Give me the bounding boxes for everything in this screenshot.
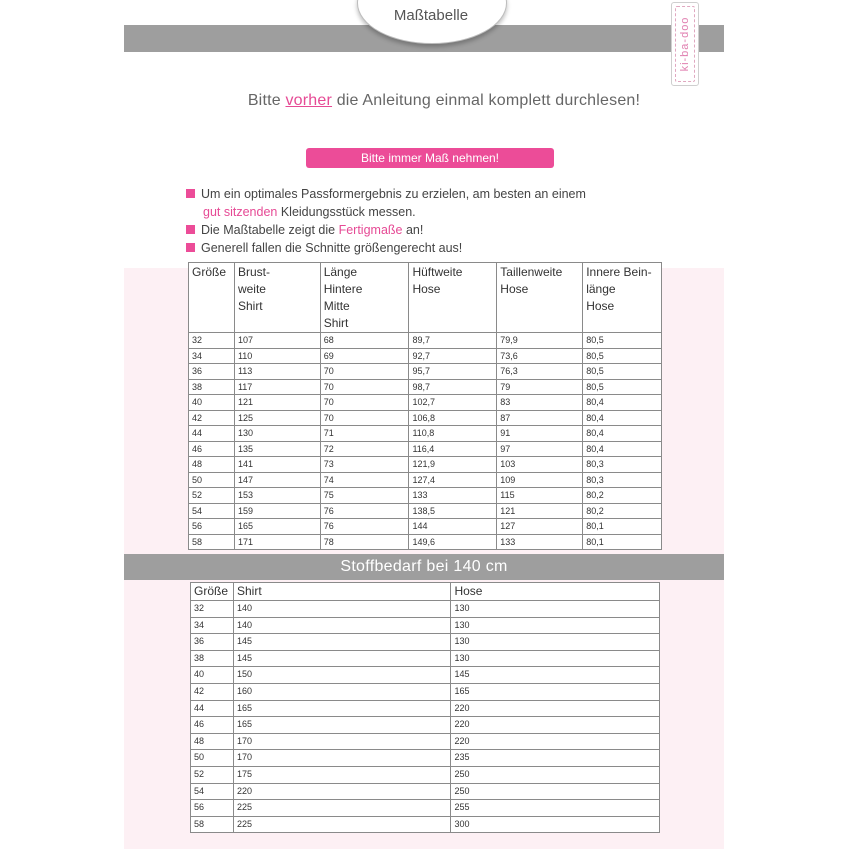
- table-row: [191, 617, 660, 634]
- table-row: [191, 683, 660, 700]
- fabric-requirement-table: [190, 582, 660, 833]
- table-cell: 50: [191, 750, 234, 767]
- table-cell: 78: [320, 534, 409, 550]
- table-cell: 98,7: [409, 379, 497, 395]
- table-cell: 135: [234, 441, 320, 457]
- table-row: [191, 700, 660, 717]
- table-cell: 113: [234, 364, 320, 380]
- tip-highlight: Fertigmaße: [338, 223, 403, 237]
- table-cell: 71: [320, 426, 409, 442]
- table-cell: 159: [234, 503, 320, 519]
- table-cell: 32: [189, 333, 235, 349]
- table-cell: 95,7: [409, 364, 497, 380]
- table-cell: 145: [451, 667, 660, 684]
- table-row: [191, 733, 660, 750]
- table-row: [191, 634, 660, 651]
- table-row: [189, 364, 662, 380]
- page-title: Maßtabelle: [393, 7, 469, 24]
- table-cell: 73,6: [497, 348, 583, 364]
- table-cell: 91: [497, 426, 583, 442]
- column-header: Hüftweite Hose: [409, 263, 497, 333]
- table-cell: 48: [189, 457, 235, 473]
- fabric-section-title: Stoffbedarf bei 140 cm: [124, 554, 724, 580]
- table-cell: 54: [191, 783, 234, 800]
- table-cell: 250: [451, 766, 660, 783]
- table-cell: 130: [451, 601, 660, 618]
- tip-item: [186, 221, 656, 239]
- table-cell: 87: [497, 410, 583, 426]
- table-cell: 92,7: [409, 348, 497, 364]
- table-cell: 115: [497, 488, 583, 504]
- table-cell: 36: [191, 634, 234, 651]
- table-cell: 74: [320, 472, 409, 488]
- table-cell: 80,5: [583, 379, 662, 395]
- table-cell: 220: [451, 717, 660, 734]
- table-cell: 130: [451, 650, 660, 667]
- table-cell: 165: [233, 717, 450, 734]
- table-cell: 70: [320, 379, 409, 395]
- column-header: Innere Bein- länge Hose: [583, 263, 662, 333]
- table-cell: 225: [233, 816, 450, 833]
- table-row: [191, 766, 660, 783]
- column-header: Größe: [189, 263, 235, 333]
- tip-text: Kleidungsstück messen.: [277, 205, 416, 219]
- table-cell: 138,5: [409, 503, 497, 519]
- table-cell: 76: [320, 519, 409, 535]
- table-cell: 165: [233, 700, 450, 717]
- table-cell: 80,4: [583, 395, 662, 411]
- table-cell: 80,4: [583, 441, 662, 457]
- instruction-headline: [124, 92, 764, 110]
- table-cell: 44: [191, 700, 234, 717]
- tip-item: [186, 185, 656, 203]
- table-cell: 171: [234, 534, 320, 550]
- table-cell: 80,2: [583, 503, 662, 519]
- table-row: [189, 472, 662, 488]
- table-cell: 220: [451, 700, 660, 717]
- table-cell: 38: [191, 650, 234, 667]
- size-chart-table: [188, 262, 662, 550]
- table-cell: 83: [497, 395, 583, 411]
- table-cell: 130: [451, 634, 660, 651]
- table-cell: 165: [451, 683, 660, 700]
- table-cell: 52: [189, 488, 235, 504]
- column-header: Taillenweite Hose: [497, 263, 583, 333]
- table-header-row: [191, 583, 660, 601]
- table-row: [191, 800, 660, 817]
- table-cell: 80,1: [583, 519, 662, 535]
- table-row: [189, 333, 662, 349]
- table-row: [189, 426, 662, 442]
- table-row: [189, 519, 662, 535]
- table-cell: 97: [497, 441, 583, 457]
- table-cell: 75: [320, 488, 409, 504]
- table-cell: 80,5: [583, 348, 662, 364]
- table-row: [191, 750, 660, 767]
- table-cell: 80,1: [583, 534, 662, 550]
- headline-after: die Anleitung einmal komplett durchlesen!: [332, 92, 641, 109]
- table-cell: 149,6: [409, 534, 497, 550]
- table-cell: 80,5: [583, 333, 662, 349]
- tip-text: Um ein optimales Passformergebnis zu erzielen, am besten an einem: [201, 187, 586, 201]
- table-cell: 34: [191, 617, 234, 634]
- table-cell: 70: [320, 364, 409, 380]
- table-cell: 140: [233, 617, 450, 634]
- tip-item-continued: [186, 203, 656, 221]
- headline-before: Bitte: [247, 92, 286, 109]
- column-header: Größe: [191, 583, 234, 601]
- table-cell: 144: [409, 519, 497, 535]
- table-row: [189, 503, 662, 519]
- table-cell: 40: [189, 395, 235, 411]
- table-cell: 220: [451, 733, 660, 750]
- table-row: [189, 488, 662, 504]
- tip-highlight: gut sitzenden: [203, 205, 278, 219]
- table-cell: 150: [233, 667, 450, 684]
- table-cell: 58: [191, 816, 234, 833]
- table-cell: 110: [234, 348, 320, 364]
- table-cell: 102,7: [409, 395, 497, 411]
- table-cell: 225: [233, 800, 450, 817]
- table-cell: 76: [320, 503, 409, 519]
- table-cell: 58: [189, 534, 235, 550]
- table-cell: 32: [191, 601, 234, 618]
- table-row: [191, 667, 660, 684]
- table-cell: 133: [409, 488, 497, 504]
- table-cell: 36: [189, 364, 235, 380]
- table-header-row: [189, 263, 662, 333]
- table-cell: 89,7: [409, 333, 497, 349]
- table-cell: 300: [451, 816, 660, 833]
- table-cell: 127,4: [409, 472, 497, 488]
- table-cell: 220: [233, 783, 450, 800]
- table-row: [189, 441, 662, 457]
- table-cell: 130: [234, 426, 320, 442]
- table-row: [189, 348, 662, 364]
- tip-item: [186, 239, 656, 257]
- table-cell: 70: [320, 395, 409, 411]
- table-row: [191, 650, 660, 667]
- table-cell: 160: [233, 683, 450, 700]
- pink-square-bullet-icon: [186, 243, 195, 252]
- table-row: [189, 410, 662, 426]
- table-cell: 127: [497, 519, 583, 535]
- brand-label: [671, 2, 699, 86]
- table-cell: 147: [234, 472, 320, 488]
- table-cell: 44: [189, 426, 235, 442]
- table-cell: 121: [234, 395, 320, 411]
- table-cell: 80,3: [583, 472, 662, 488]
- column-header: Länge Hintere Mitte Shirt: [320, 263, 409, 333]
- table-cell: 52: [191, 766, 234, 783]
- table-cell: 76,3: [497, 364, 583, 380]
- table-cell: 73: [320, 457, 409, 473]
- table-row: [189, 534, 662, 550]
- tip-text: Die Maßtabelle zeigt die: [201, 223, 339, 237]
- table-cell: 133: [497, 534, 583, 550]
- table-cell: 107: [234, 333, 320, 349]
- table-row: [191, 717, 660, 734]
- tip-text: an!: [402, 223, 424, 237]
- table-cell: 117: [234, 379, 320, 395]
- measure-reminder-banner: Bitte immer Maß nehmen!: [306, 148, 554, 168]
- table-row: [191, 783, 660, 800]
- tip-text: Generell fallen die Schnitte größengerecht aus!: [201, 241, 463, 255]
- table-cell: 70: [320, 410, 409, 426]
- table-cell: 235: [451, 750, 660, 767]
- table-cell: 140: [233, 601, 450, 618]
- table-cell: 68: [320, 333, 409, 349]
- table-cell: 80,2: [583, 488, 662, 504]
- column-header: Hose: [451, 583, 660, 601]
- table-cell: 250: [451, 783, 660, 800]
- table-cell: 103: [497, 457, 583, 473]
- table-cell: 69: [320, 348, 409, 364]
- table-row: [191, 601, 660, 618]
- table-cell: 79,9: [497, 333, 583, 349]
- table-cell: 109: [497, 472, 583, 488]
- table-cell: 50: [189, 472, 235, 488]
- headline-highlight: vorher: [285, 92, 333, 109]
- table-cell: 125: [234, 410, 320, 426]
- table-row: [189, 395, 662, 411]
- table-cell: 34: [189, 348, 235, 364]
- table-cell: 80,4: [583, 426, 662, 442]
- table-cell: 165: [234, 519, 320, 535]
- table-cell: 175: [233, 766, 450, 783]
- table-cell: 110,8: [409, 426, 497, 442]
- table-cell: 121,9: [409, 457, 497, 473]
- table-cell: 46: [191, 717, 234, 734]
- table-cell: 116,4: [409, 441, 497, 457]
- table-cell: 145: [233, 650, 450, 667]
- tips-list: [186, 185, 656, 257]
- table-cell: 40: [191, 667, 234, 684]
- pink-square-bullet-icon: [186, 189, 195, 198]
- table-cell: 170: [233, 750, 450, 767]
- table-cell: 48: [191, 733, 234, 750]
- table-cell: 255: [451, 800, 660, 817]
- pink-square-bullet-icon: [186, 225, 195, 234]
- table-cell: 46: [189, 441, 235, 457]
- table-cell: 145: [233, 634, 450, 651]
- table-cell: 80,4: [583, 410, 662, 426]
- table-cell: 72: [320, 441, 409, 457]
- column-header: Brust- weite Shirt: [234, 263, 320, 333]
- table-cell: 106,8: [409, 410, 497, 426]
- table-row: [189, 457, 662, 473]
- brand-logo-text: ki-ba-doo: [679, 16, 691, 72]
- table-cell: 141: [234, 457, 320, 473]
- table-cell: 121: [497, 503, 583, 519]
- table-cell: 56: [189, 519, 235, 535]
- table-cell: 170: [233, 733, 450, 750]
- table-cell: 38: [189, 379, 235, 395]
- table-cell: 54: [189, 503, 235, 519]
- table-cell: 80,3: [583, 457, 662, 473]
- table-cell: 42: [189, 410, 235, 426]
- table-cell: 56: [191, 800, 234, 817]
- table-cell: 42: [191, 683, 234, 700]
- table-cell: 80,5: [583, 364, 662, 380]
- table-row: [189, 379, 662, 395]
- column-header: Shirt: [233, 583, 450, 601]
- table-cell: 130: [451, 617, 660, 634]
- table-cell: 153: [234, 488, 320, 504]
- table-row: [191, 816, 660, 833]
- table-cell: 79: [497, 379, 583, 395]
